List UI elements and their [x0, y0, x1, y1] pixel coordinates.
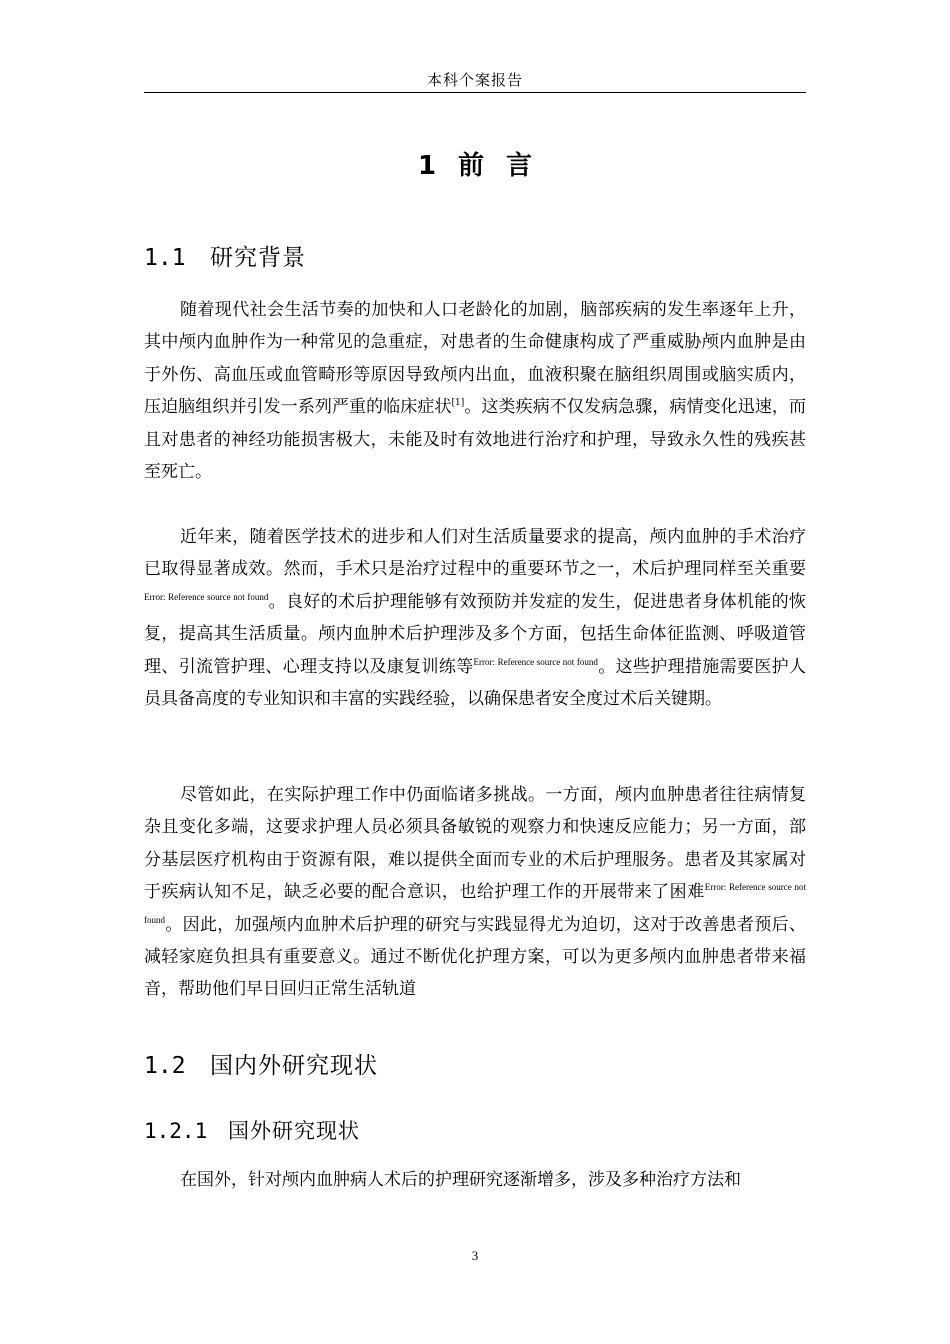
paragraph-text: 。这些护理措施需要医护人员具备高度的专业知识和丰富的实践经验，以确保患者安全度过术后关键期。 [144, 656, 807, 710]
reference-error-marker: Error: Reference source not found [473, 656, 598, 667]
chapter-number: 1 [417, 151, 437, 181]
subsection-title: 国外研究现状 [228, 1119, 360, 1143]
section-heading-1-2 [144, 1050, 378, 1082]
paragraph-text: 。这类疾病不仅发病急骤，病情变化迅速，而且对患者的神经功能损害极大，未能及时有效地进行治疗和护理，导致永久性的残疾甚至死亡。 [144, 397, 807, 483]
paragraph-background-1 [144, 294, 806, 488]
citation-reference[interactable]: [1] [451, 398, 465, 409]
section-heading-1-1 [144, 242, 306, 274]
reference-error-marker: Error: Reference source not found [144, 882, 807, 925]
paragraph-text: 随着现代社会生活节奏的加快和人口老龄化的加剧，脑部疾病的发生率逐年上升，其中颅内血肿作为一种常见的急重症，对患者的生命健康构成了严重威胁颅内血肿是由于外伤、高血压或血管畸形等原因导致颅内出血，血液积聚在脑组织周围或脑实质内，压迫脑组织并引发一系列严重的临床症状 [144, 300, 806, 418]
paragraph-text: 。良好的术后护理能够有效预防并发症的发生，促进患者身体机能的恢复，提高其生活质量。颅内血肿术后护理涉及多个方面，包括生命体征监测、呼吸道管理、引流管护理、心理支持以及康复训练等 [144, 591, 806, 677]
page-number: 3 [471, 1248, 479, 1263]
section-title: 国内外研究现状 [210, 1053, 378, 1079]
paragraph-text: 在国外，针对颅内血肿病人术后的护理研究逐渐增多，涉及多种治疗方法和 [180, 1170, 741, 1190]
paragraph-text: 尽管如此，在实际护理工作中仍面临诸多挑战。一方面，颅内血肿患者往往病情复杂且变化多端，这要求护理人员必须具备敏锐的观察力和快速反应能力；另一方面，部分基层医疗机构由于资源有限，难以提供全面而专业的术后护理服务。患者及其家属对于疾病认知不足，缺乏必要的配合意识，也给护理工作的开展带来了困难 [144, 785, 806, 903]
paragraph-background-3 [144, 779, 806, 1006]
chapter-name: 前言 [458, 151, 555, 181]
paragraph-background-2 [144, 521, 806, 715]
section-number: 1.1 [144, 245, 186, 271]
paragraph-text: 近年来，随着医学技术的进步和人们对生活质量要求的提高，颅内血肿的手术治疗已取得显著成效。然而，手术只是治疗过程中的重要环节之一，术后护理同样至关重要 [144, 527, 806, 580]
running-header-title: 本科个案报告 [426, 71, 523, 89]
section-title: 研究背景 [210, 245, 306, 271]
subsection-heading-1-2-1 [144, 1115, 360, 1147]
reference-error-marker: Error: Reference source not found [144, 591, 269, 602]
section-number: 1.2 [144, 1053, 186, 1079]
chapter-title [144, 148, 806, 184]
running-header [144, 70, 806, 93]
paragraph-foreign-research [144, 1164, 806, 1196]
subsection-number: 1.2.1 [144, 1119, 208, 1143]
paragraph-text: 。因此，加强颅内血肿术后护理的研究与实践显得尤为迫切，这对于改善患者预后、减轻家庭负担具有重要意义。通过不断优化护理方案，可以为更多颅内血肿患者带来福音，帮助他们早日回归正常生活轨道 [144, 914, 806, 1000]
